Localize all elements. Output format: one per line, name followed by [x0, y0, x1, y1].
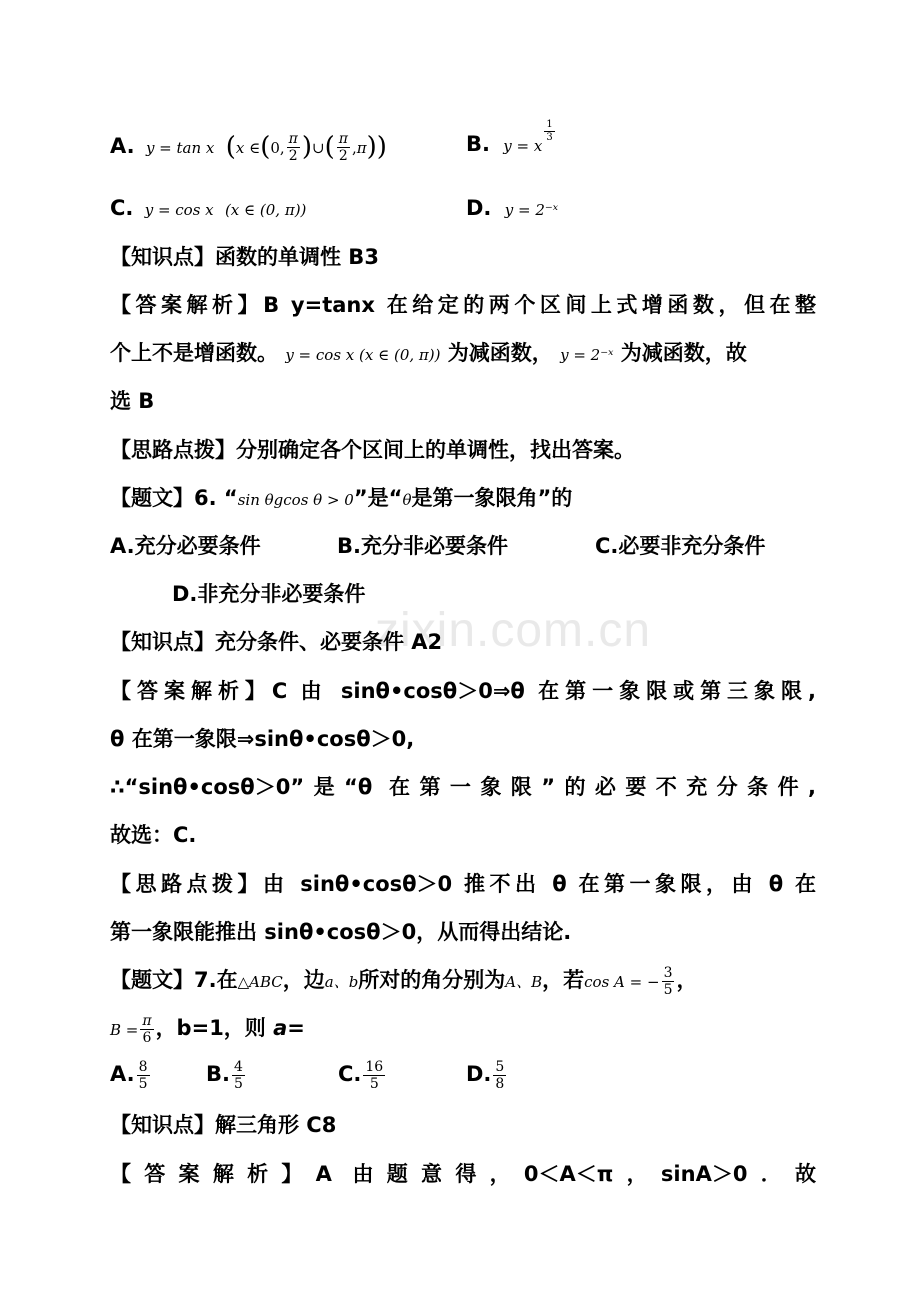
- q6-option-d: D.非充分非必要条件: [172, 582, 366, 606]
- q7-option-c: C. $\frac{16}{5}$: [338, 1058, 384, 1092]
- q6-option-b: B.充分非必要条件: [337, 534, 508, 558]
- q6-option-c: C.必要非充分条件: [595, 534, 766, 558]
- q5-option-c: C. y = cos x (x ∈ (0, π)): [110, 196, 307, 220]
- q6-hint-line-1: 【思路点拨】由 sinθ•cosθ＞0 推不出 θ 在第一象限，由 θ 在: [110, 872, 816, 896]
- q5-answer-line-2: 个上不是增函数。 y = cos x (x ∈ (0, π)) 为减函数， y = 2⁻ˣ 为减函数，故: [110, 341, 747, 365]
- q6-answer-line-4: 故选：C.: [110, 823, 197, 847]
- q6-hint-line-2: 第一象限能推出 sinθ•cosθ＞0，从而得出结论.: [110, 920, 572, 944]
- q7-option-b: B. $\frac{4}{5}$: [206, 1058, 243, 1092]
- q6-option-a: A.充分必要条件: [110, 534, 261, 558]
- q7-answer-line-1: 【答案解析】A 由题意得，0＜A＜π，sinA＞0．故: [110, 1162, 816, 1186]
- q6-answer-line-1: 【答案解析】C 由 sinθ•cosθ＞0⇒θ 在第一象限或第三象限,: [110, 679, 816, 703]
- fraction-pi-over-2: $\frac{\pi}{2}$: [288, 130, 298, 164]
- q6-question: 【题文】6. “sin θgcos θ > 0”是“θ是第一象限角”的: [110, 486, 573, 510]
- watermark: zixin.com.cn: [375, 604, 652, 657]
- q6-answer-line-3: ∴“sinθ•cosθ＞0”是“θ 在第一象限”的必要不充分条件,: [110, 775, 816, 799]
- q7-question-line-1: 【题文】7.在△ABC，边a、b所对的角分别为A、B，若cos A = − $\frac{3}{5}$ ，: [110, 964, 698, 998]
- fraction-3-over-5: $\frac{3}{5}$: [663, 964, 673, 998]
- q7-knowledge-point: 【知识点】解三角形 C8: [110, 1113, 337, 1137]
- q5-answer-line-1: 【答案解析】B y=tanx 在给定的两个区间上式增函数，但在整: [110, 293, 816, 317]
- q7-option-d: D. $\frac{5}{8}$: [466, 1058, 505, 1092]
- fraction-pi-over-6: $\frac{\pi}{6}$: [142, 1012, 152, 1046]
- fraction-pi-over-2: $\frac{\pi}{2}$: [338, 130, 348, 164]
- q6-answer-line-2: θ 在第一象限⇒sinθ•cosθ＞0,: [110, 727, 415, 751]
- q5-answer-line-3: 选 B: [110, 389, 155, 413]
- q5-option-a: A. y = tan x (x ∈(0, $\frac{\pi}{2}$ )∪( $\frac{\pi}{2}$ ,π)): [110, 130, 387, 164]
- q7-question-line-2: B = $\frac{\pi}{6}$ ，b=1，则 a=: [110, 1012, 305, 1046]
- q5-option-d: D. y = 2⁻ˣ: [466, 196, 559, 220]
- q5-knowledge-point: 【知识点】函数的单调性 B3: [110, 245, 379, 269]
- q5-hint: 【思路点拨】分别确定各个区间上的单调性，找出答案。: [110, 438, 635, 462]
- q7-option-a: A. $\frac{8}{5}$: [110, 1058, 148, 1092]
- q5-option-b: B. y = x $^{\frac{1}{3}}$: [466, 119, 553, 156]
- q6-knowledge-point: 【知识点】充分条件、必要条件 A2: [110, 630, 443, 654]
